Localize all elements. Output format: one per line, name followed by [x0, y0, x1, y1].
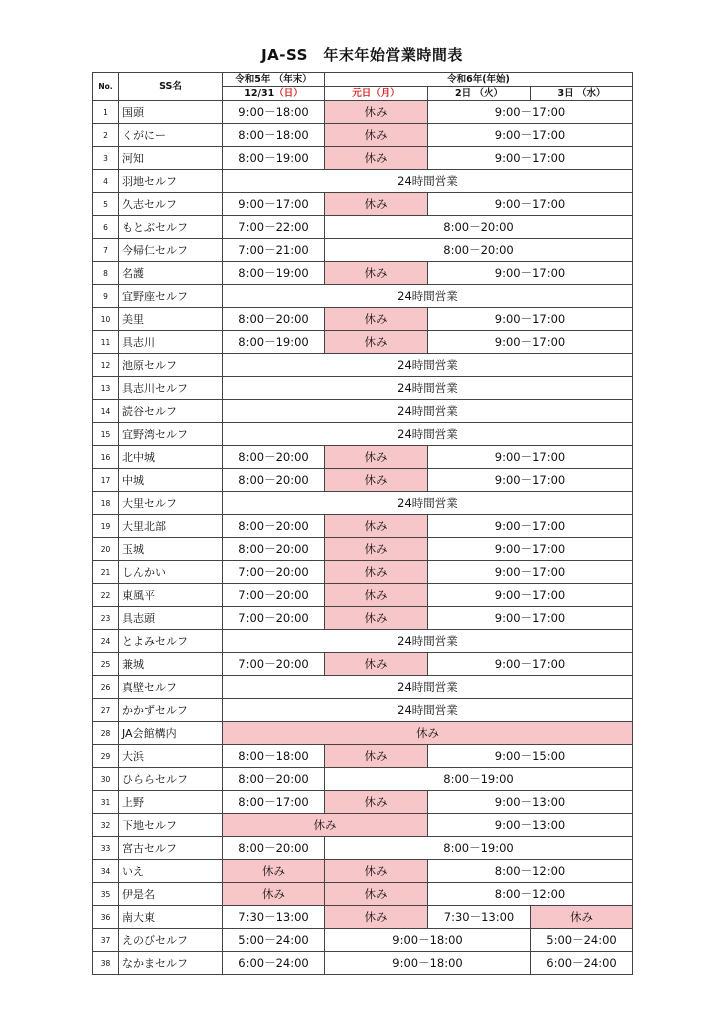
header-date-0102: 2日 （火）: [428, 87, 531, 101]
station-name: 具志川: [119, 331, 223, 354]
closed-cell: 休み: [325, 653, 428, 676]
station-name: 美里: [119, 308, 223, 331]
table-row: [93, 262, 633, 285]
row-number: 10: [93, 308, 119, 331]
row-number: 2: [93, 124, 119, 147]
closed-cell: 休み: [325, 124, 428, 147]
hours-cell: 9:00－17:00: [428, 469, 633, 492]
closed-cell: 休み: [325, 101, 428, 124]
hours-cell: 9:00－17:00: [428, 607, 633, 630]
hours-cell: 24時間営業: [223, 492, 633, 515]
header-reiwa5: 令和5年 （年末）: [223, 73, 325, 87]
page-title: JA-SS 年末年始営業時間表: [261, 46, 463, 64]
row-number: 23: [93, 607, 119, 630]
closed-cell: 休み: [531, 906, 633, 929]
station-name: 伊是名: [119, 883, 223, 906]
closed-cell: 休み: [223, 814, 428, 837]
hours-cell: 9:00－17:00: [428, 515, 633, 538]
row-number: 11: [93, 331, 119, 354]
station-name: 宜野座セルフ: [119, 285, 223, 308]
hours-cell: 9:00－17:00: [428, 561, 633, 584]
hours-cell: 9:00－13:00: [428, 814, 633, 837]
station-name: 河知: [119, 147, 223, 170]
table-row: [93, 308, 633, 331]
table-row: [93, 676, 633, 699]
table-row: [93, 216, 633, 239]
table-row: [93, 791, 633, 814]
hours-cell: 24時間営業: [223, 423, 633, 446]
closed-cell: 休み: [325, 538, 428, 561]
station-name: とよみセルフ: [119, 630, 223, 653]
table-row: [93, 929, 633, 952]
hours-cell: 24時間営業: [223, 285, 633, 308]
row-number: 34: [93, 860, 119, 883]
row-number: 27: [93, 699, 119, 722]
hours-cell: 8:00－19:00: [223, 147, 325, 170]
hours-cell: 8:00－19:00: [325, 837, 633, 860]
table-row: [93, 239, 633, 262]
closed-cell: 休み: [325, 791, 428, 814]
station-name: なかまセルフ: [119, 952, 223, 975]
row-number: 37: [93, 929, 119, 952]
hours-cell: 7:00－22:00: [223, 216, 325, 239]
row-number: 15: [93, 423, 119, 446]
closed-cell: 休み: [325, 883, 428, 906]
station-name: JA会館構内: [119, 722, 223, 745]
hours-cell: 8:00－12:00: [428, 883, 633, 906]
hours-cell: 8:00－20:00: [223, 768, 325, 791]
table-row: [93, 446, 633, 469]
table-row: [93, 653, 633, 676]
station-name: 兼城: [119, 653, 223, 676]
table-row: [93, 630, 633, 653]
row-number: 35: [93, 883, 119, 906]
table-row: [93, 561, 633, 584]
hours-cell: 8:00－20:00: [223, 515, 325, 538]
closed-cell: 休み: [223, 860, 325, 883]
closed-cell: 休み: [223, 722, 633, 745]
hours-cell: 24時間営業: [223, 630, 633, 653]
table-row: [93, 354, 633, 377]
row-number: 14: [93, 400, 119, 423]
row-number: 6: [93, 216, 119, 239]
station-name: 宜野湾セルフ: [119, 423, 223, 446]
station-name: 具志川セルフ: [119, 377, 223, 400]
hours-cell: 9:00－15:00: [428, 745, 633, 768]
hours-cell: 9:00－17:00: [428, 584, 633, 607]
station-name: 北中城: [119, 446, 223, 469]
closed-cell: 休み: [325, 607, 428, 630]
hours-cell: 24時間営業: [223, 377, 633, 400]
station-name: 真壁セルフ: [119, 676, 223, 699]
hours-cell: 5:00－24:00: [223, 929, 325, 952]
hours-cell: 8:00－19:00: [223, 331, 325, 354]
station-name: もとぶセルフ: [119, 216, 223, 239]
closed-cell: 休み: [223, 883, 325, 906]
hours-cell: 9:00－17:00: [428, 331, 633, 354]
station-name: 東風平: [119, 584, 223, 607]
closed-cell: 休み: [325, 446, 428, 469]
table-row: [93, 515, 633, 538]
station-name: 久志セルフ: [119, 193, 223, 216]
station-name: 大里北部: [119, 515, 223, 538]
closed-cell: 休み: [325, 860, 428, 883]
header-no: No.: [93, 73, 119, 101]
hours-cell: 7:00－20:00: [223, 607, 325, 630]
station-name: 玉城: [119, 538, 223, 561]
row-number: 4: [93, 170, 119, 193]
station-name: かかずセルフ: [119, 699, 223, 722]
hours-cell: 9:00－13:00: [428, 791, 633, 814]
row-number: 16: [93, 446, 119, 469]
row-number: 32: [93, 814, 119, 837]
hours-cell: 7:30－13:00: [428, 906, 531, 929]
hours-cell: 6:00－24:00: [531, 952, 633, 975]
row-number: 21: [93, 561, 119, 584]
header-ss-name: SS名: [119, 73, 223, 101]
station-name: 南大東: [119, 906, 223, 929]
hours-cell: 9:00－17:00: [223, 193, 325, 216]
station-name: いえ: [119, 860, 223, 883]
row-number: 5: [93, 193, 119, 216]
row-number: 12: [93, 354, 119, 377]
closed-cell: 休み: [325, 906, 428, 929]
station-name: ひららセルフ: [119, 768, 223, 791]
hours-cell: 24時間営業: [223, 699, 633, 722]
row-number: 24: [93, 630, 119, 653]
row-number: 26: [93, 676, 119, 699]
hours-cell: 7:00－20:00: [223, 561, 325, 584]
hours-cell: 8:00－19:00: [223, 262, 325, 285]
station-name: 大浜: [119, 745, 223, 768]
closed-cell: 休み: [325, 515, 428, 538]
table-row: [93, 377, 633, 400]
hours-cell: 9:00－18:00: [325, 952, 531, 975]
table-row: [93, 906, 633, 929]
hours-cell: 8:00－18:00: [223, 124, 325, 147]
row-number: 30: [93, 768, 119, 791]
closed-cell: 休み: [325, 584, 428, 607]
header-date-0101: 元日（月）: [325, 87, 428, 101]
table-row: [93, 193, 633, 216]
hours-cell: 8:00－20:00: [325, 216, 633, 239]
hours-cell: 6:00－24:00: [223, 952, 325, 975]
station-name: 名護: [119, 262, 223, 285]
station-name: しんかい: [119, 561, 223, 584]
row-number: 36: [93, 906, 119, 929]
hours-cell: 9:00－17:00: [428, 147, 633, 170]
table-row: [93, 584, 633, 607]
hours-cell: 7:00－20:00: [223, 653, 325, 676]
row-number: 8: [93, 262, 119, 285]
closed-cell: 休み: [325, 469, 428, 492]
table-row: [93, 331, 633, 354]
hours-cell: 9:00－17:00: [428, 446, 633, 469]
hours-cell: 8:00－17:00: [223, 791, 325, 814]
row-number: 25: [93, 653, 119, 676]
station-name: えのびセルフ: [119, 929, 223, 952]
row-number: 13: [93, 377, 119, 400]
hours-cell: 24時間営業: [223, 354, 633, 377]
table-row: [93, 285, 633, 308]
hours-cell: 9:00－17:00: [428, 653, 633, 676]
hours-cell: 9:00－17:00: [428, 538, 633, 561]
station-name: 羽地セルフ: [119, 170, 223, 193]
hours-cell: 9:00－17:00: [428, 124, 633, 147]
row-number: 38: [93, 952, 119, 975]
closed-cell: 休み: [325, 331, 428, 354]
station-name: 国頭: [119, 101, 223, 124]
table-row: [93, 607, 633, 630]
station-name: 大里セルフ: [119, 492, 223, 515]
table-row: [93, 768, 633, 791]
table-row: [93, 699, 633, 722]
table-row: [93, 423, 633, 446]
table-row: [93, 469, 633, 492]
hours-cell: 8:00－20:00: [223, 469, 325, 492]
row-number: 18: [93, 492, 119, 515]
hours-cell: 9:00－18:00: [325, 929, 531, 952]
table-row: [93, 124, 633, 147]
row-number: 3: [93, 147, 119, 170]
station-name: 下地セルフ: [119, 814, 223, 837]
row-number: 17: [93, 469, 119, 492]
hours-cell: 8:00－20:00: [223, 837, 325, 860]
header-date-1231: 12/31（日）: [223, 87, 325, 101]
row-number: 31: [93, 791, 119, 814]
closed-cell: 休み: [325, 193, 428, 216]
closed-cell: 休み: [325, 745, 428, 768]
hours-cell: 24時間営業: [223, 170, 633, 193]
hours-cell: 8:00－18:00: [223, 745, 325, 768]
hours-cell: 8:00－20:00: [325, 239, 633, 262]
station-name: 読谷セルフ: [119, 400, 223, 423]
station-name: 上野: [119, 791, 223, 814]
closed-cell: 休み: [325, 262, 428, 285]
station-name: 具志頭: [119, 607, 223, 630]
hours-cell: 9:00－18:00: [223, 101, 325, 124]
header-reiwa6: 令和6年(年始): [325, 73, 633, 87]
table-row: [93, 883, 633, 906]
station-name: 今帰仁セルフ: [119, 239, 223, 262]
hours-cell: 24時間営業: [223, 676, 633, 699]
hours-cell: 8:00－12:00: [428, 860, 633, 883]
hours-cell: 7:00－20:00: [223, 584, 325, 607]
table-row: [93, 837, 633, 860]
table-row: [93, 147, 633, 170]
hours-cell: 5:00－24:00: [531, 929, 633, 952]
table-row: [93, 952, 633, 975]
table-row: [93, 860, 633, 883]
table-row: [93, 170, 633, 193]
table-row: [93, 722, 633, 745]
header-date-0103: 3日 （水）: [531, 87, 633, 101]
row-number: 33: [93, 837, 119, 860]
closed-cell: 休み: [325, 147, 428, 170]
hours-cell: 8:00－20:00: [223, 446, 325, 469]
station-rows: [93, 101, 633, 975]
hours-cell: 9:00－17:00: [428, 193, 633, 216]
row-number: 28: [93, 722, 119, 745]
table-row: [93, 400, 633, 423]
table-row: [93, 538, 633, 561]
hours-cell: 9:00－17:00: [428, 101, 633, 124]
hours-cell: 9:00－17:00: [428, 262, 633, 285]
row-number: 9: [93, 285, 119, 308]
hours-cell: 8:00－20:00: [223, 308, 325, 331]
table-row: [93, 492, 633, 515]
hours-cell: 7:00－21:00: [223, 239, 325, 262]
row-number: 29: [93, 745, 119, 768]
business-hours-table: [92, 72, 633, 975]
row-number: 20: [93, 538, 119, 561]
station-name: 宮古セルフ: [119, 837, 223, 860]
station-name: くがにー: [119, 124, 223, 147]
closed-cell: 休み: [325, 561, 428, 584]
station-name: 池原セルフ: [119, 354, 223, 377]
hours-cell: 8:00－20:00: [223, 538, 325, 561]
table-row: [93, 814, 633, 837]
station-name: 中城: [119, 469, 223, 492]
row-number: 19: [93, 515, 119, 538]
row-number: 22: [93, 584, 119, 607]
row-number: 7: [93, 239, 119, 262]
table-row: [93, 101, 633, 124]
row-number: 1: [93, 101, 119, 124]
hours-cell: 8:00－19:00: [325, 768, 633, 791]
hours-cell: 9:00－17:00: [428, 308, 633, 331]
hours-cell: 7:30－13:00: [223, 906, 325, 929]
hours-cell: 24時間営業: [223, 400, 633, 423]
closed-cell: 休み: [325, 308, 428, 331]
table-row: [93, 745, 633, 768]
